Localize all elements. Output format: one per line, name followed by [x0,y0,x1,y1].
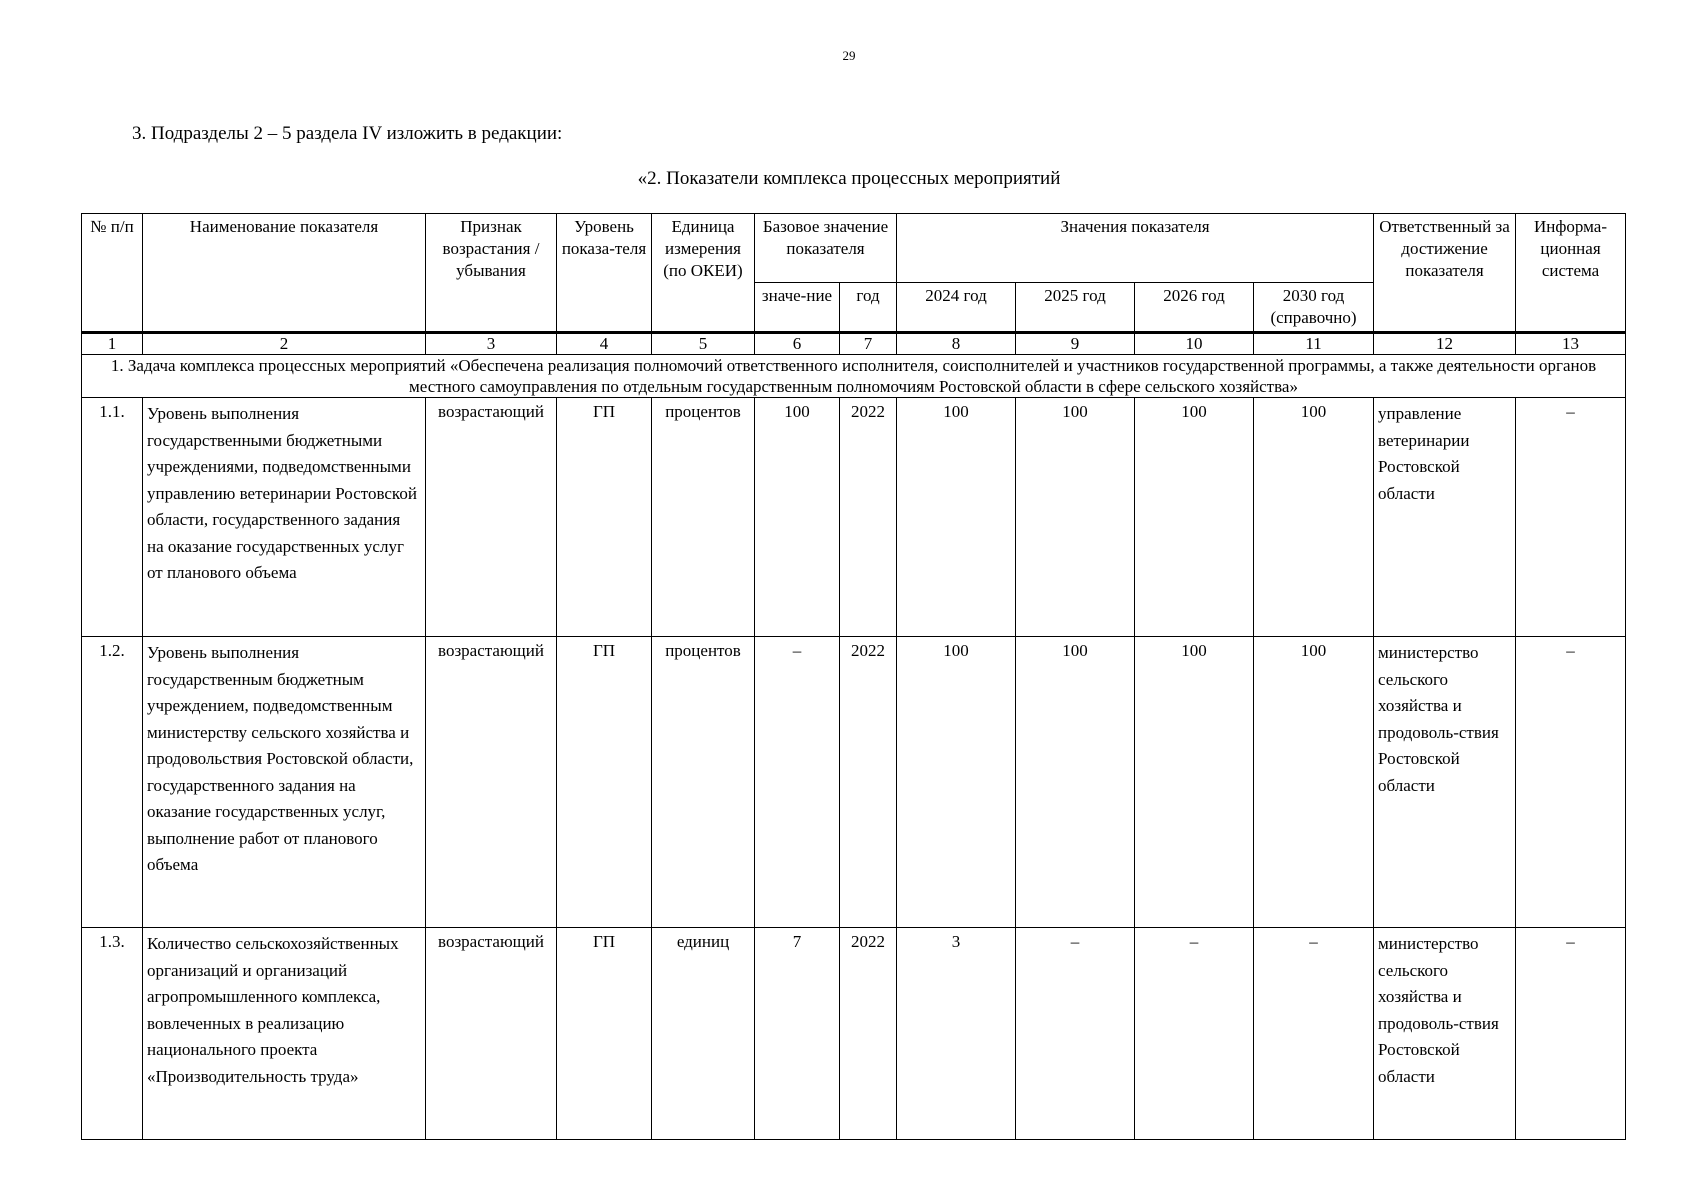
header-num: № п/п [82,214,143,333]
row-base-value: 100 [755,398,840,637]
intro-text: 3. Подразделы 2 – 5 раздела IV изложить в редакции: [132,123,563,144]
row-base-year: 2022 [840,928,897,1140]
row-num: 1.3. [82,928,143,1140]
row-sign: возрастающий [426,398,557,637]
row-base-year: 2022 [840,398,897,637]
col-number: 9 [1016,333,1135,355]
header-2026: 2026 год [1135,283,1254,333]
col-number: 1 [82,333,143,355]
col-number: 3 [426,333,557,355]
col-number: 4 [557,333,652,355]
col-number: 2 [143,333,426,355]
header-base-year: год [840,283,897,333]
row-level: ГП [557,637,652,928]
col-number: 10 [1135,333,1254,355]
row-2026: – [1135,928,1254,1140]
row-2026: 100 [1135,398,1254,637]
row-base-year: 2022 [840,637,897,928]
row-level: ГП [557,398,652,637]
row-2024: 3 [897,928,1016,1140]
row-2025: 100 [1016,398,1135,637]
row-2024: 100 [897,637,1016,928]
row-2030: 100 [1254,398,1374,637]
table-title: «2. Показатели комплекса процессных мероприятий [637,168,1061,189]
header-name: Наименование показателя [143,214,426,333]
row-name: Уровень выполнения государственными бюджетными учреждениями, подведомственными управлению ветеринарии Ростовской области, государственного задания на оказание государственных услуг от планового объема [143,398,426,637]
table-row [82,928,1626,1140]
row-sign: возрастающий [426,637,557,928]
row-2030: – [1254,928,1374,1140]
row-unit: процентов [652,637,755,928]
header-base: Базовое значение показателя [755,214,897,283]
col-number: 12 [1374,333,1516,355]
col-number: 8 [897,333,1016,355]
header-values: Значения показателя [897,214,1374,283]
row-2024: 100 [897,398,1016,637]
row-base-value: – [755,637,840,928]
table-header [82,214,1626,333]
row-sign: возрастающий [426,928,557,1140]
header-level: Уровень показа-теля [557,214,652,333]
row-responsible: министерство сельского хозяйства и продоволь-ствия Ростовской области [1374,637,1516,928]
row-infosys: – [1516,928,1626,1140]
header-2025: 2025 год [1016,283,1135,333]
table-row [82,398,1626,637]
task-title: 1. Задача комплекса процессных мероприятий «Обеспечена реализация полномочий ответственного исполнителя, соисполнителей и участников государственной программы, а также деятельности органов местного самоуправления по отдельным государственным полномочиям Ростовской области в сфере сельского хозяйства» [82,355,1626,398]
indicators-table [81,213,1626,1140]
header-2024: 2024 год [897,283,1016,333]
row-2030: 100 [1254,637,1374,928]
col-number: 7 [840,333,897,355]
row-level: ГП [557,928,652,1140]
row-base-value: 7 [755,928,840,1140]
col-number: 5 [652,333,755,355]
row-responsible: министерство сельского хозяйства и продоволь-ствия Ростовской области [1374,928,1516,1140]
table-row [82,637,1626,928]
row-2025: – [1016,928,1135,1140]
row-name: Количество сельскохозяйственных организаций и организаций агропромышленного комплекса, вовлеченных в реализацию национального проекта «Производительность труда» [143,928,426,1140]
row-2026: 100 [1135,637,1254,928]
row-num: 1.1. [82,398,143,637]
col-number: 6 [755,333,840,355]
row-2025: 100 [1016,637,1135,928]
row-infosys: – [1516,637,1626,928]
row-responsible: управление ветеринарии Ростовской области [1374,398,1516,637]
page-number: 29 [842,48,856,63]
col-number: 11 [1254,333,1374,355]
header-infosys: Информа-ционная система [1516,214,1626,333]
header-base-value: значе-ние [755,283,840,333]
row-unit: процентов [652,398,755,637]
row-unit: единиц [652,928,755,1140]
col-number: 13 [1516,333,1626,355]
header-2030: 2030 год (справочно) [1254,283,1374,333]
row-num: 1.2. [82,637,143,928]
task-row [82,355,1626,398]
row-infosys: – [1516,398,1626,637]
header-sign: Признак возрастания / убывания [426,214,557,333]
header-unit: Единица измерения (по ОКЕИ) [652,214,755,333]
column-numbers-row [82,333,1626,355]
header-responsible: Ответственный за достижение показателя [1374,214,1516,333]
row-name: Уровень выполнения государственным бюджетным учреждением, подведомственным министерству сельского хозяйства и продовольствия Ростовской области, государственного задания на оказание государственных услуг, выполнение работ от планового объема [143,637,426,928]
